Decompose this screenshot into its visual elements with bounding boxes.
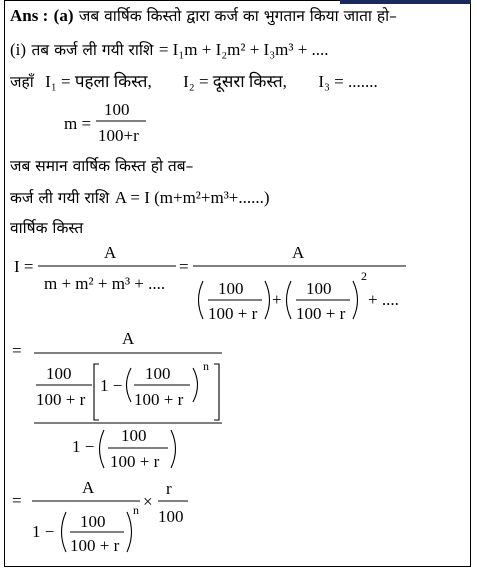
hundred-2: 100 (306, 279, 332, 298)
right-paren-2 (353, 281, 358, 319)
hundred-4: 100 (145, 364, 171, 383)
hundred-6: 100 (80, 512, 106, 531)
right-paren-5 (127, 512, 132, 552)
equal-installment-text: जब समान वार्षिक किस्त हो तब– (10, 157, 194, 175)
part-label: (a) (53, 6, 74, 25)
series-denominator: m + m² + m³ + .... (44, 274, 166, 293)
right-bracket (214, 364, 219, 420)
intro-text: जब वार्षिक किस्तो द्वारा कर्ज का भुगतान किया जाता हो– (78, 7, 397, 25)
hundred-r-6: 100 + r (70, 536, 120, 555)
exponent-n-2: n (133, 503, 139, 517)
left-paren-4 (100, 430, 105, 468)
plus-1: + (272, 290, 282, 309)
a-numerator-1: A (104, 243, 117, 262)
hundred-r-5: 100 + r (110, 452, 160, 471)
one-minus-2: 1 − (72, 437, 95, 456)
item-number: (i) (10, 40, 27, 59)
hundred-r-2: 100 + r (296, 304, 346, 323)
i-lhs: I = (14, 257, 34, 276)
equals-3: = (12, 491, 22, 510)
equals-1: = (179, 257, 189, 276)
r-numerator: r (166, 479, 172, 498)
left-paren-5 (62, 512, 67, 552)
m-eq-numerator: 100 (104, 100, 130, 119)
loan-amount-formula: A = I (m+m²+m³+......) (114, 188, 270, 207)
m-eq-denominator: 100+r (98, 126, 139, 145)
annual-installment-label: वार्षिक किस्त (10, 219, 84, 237)
a-numerator-2: A (292, 243, 305, 262)
hundred-r-4: 100 + r (134, 390, 184, 409)
exponent-2: 2 (361, 269, 367, 283)
m-eq-lhs: m = (64, 114, 92, 133)
a-numerator-4: A (82, 478, 95, 497)
right-paren-1 (265, 281, 270, 319)
left-paren-3 (127, 368, 132, 402)
i2-definition: I₂ = दूसरा किस्त, (183, 72, 287, 91)
right-paren-3 (193, 368, 198, 402)
a-numerator-3: A (122, 329, 135, 348)
exponent-n-1: n (203, 359, 209, 373)
left-bracket (94, 364, 99, 420)
i1-definition: I₁ = पहला किस्त, (45, 72, 152, 91)
right-paren-4 (171, 430, 176, 468)
loan-amount-text: तब कर्ज ली गयी राशि (31, 41, 154, 59)
left-paren-1 (199, 281, 204, 319)
where-word: जहाँ (10, 73, 34, 91)
equals-2: = (12, 341, 22, 360)
i3-definition: I₃ = ....... (318, 72, 378, 91)
plus-dots: + .... (368, 290, 399, 309)
loan-amount-label: कर्ज ली गयी राशि (10, 189, 110, 207)
one-minus-1: 1 − (100, 376, 123, 395)
hundred-5: 100 (121, 426, 147, 445)
hundred-3: 100 (46, 364, 72, 383)
hundred-r-1: 100 + r (208, 304, 258, 323)
times-sign: × (143, 492, 153, 511)
left-paren-2 (287, 281, 292, 319)
ans-label: Ans : (10, 6, 49, 25)
hundred-r-3: 100 + r (36, 390, 86, 409)
one-minus-3: 1 − (32, 522, 55, 541)
hundred-denominator: 100 (158, 507, 184, 526)
hundred-1: 100 (218, 279, 244, 298)
loan-series-formula: = I₁m + I₂m² + I₃m³ + .... (158, 40, 329, 59)
